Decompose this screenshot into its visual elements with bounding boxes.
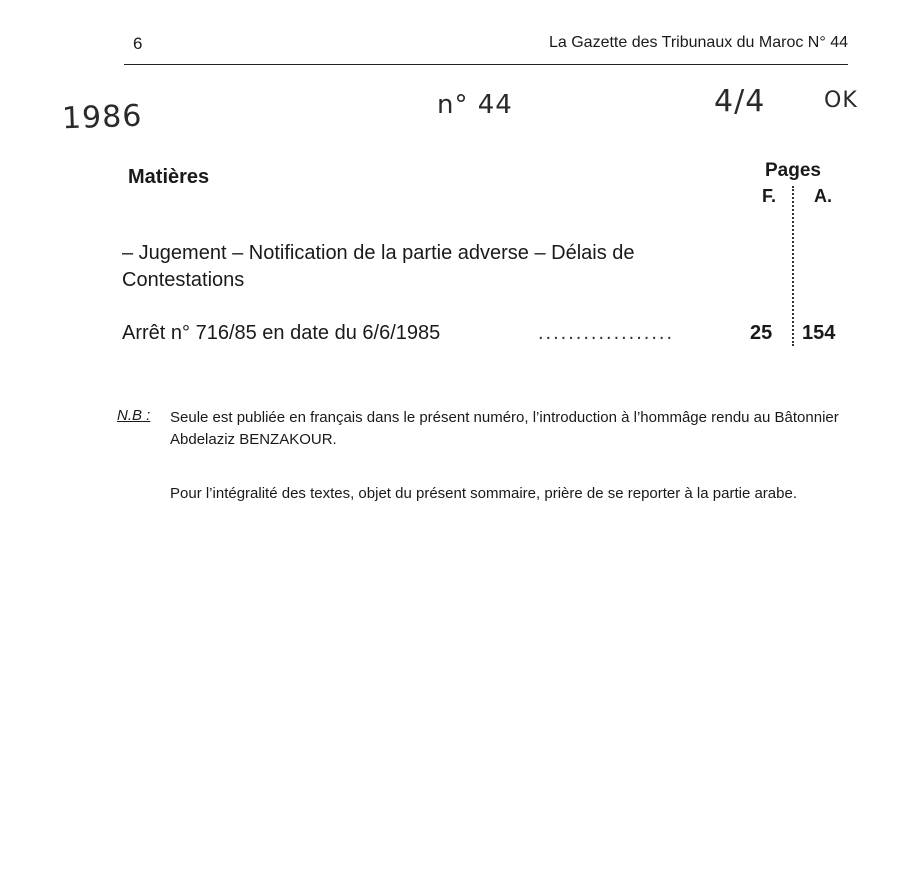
toc-leader-dots: .................. — [538, 322, 675, 344]
handwritten-page: 4/4 — [714, 84, 766, 119]
handwritten-year: 1986 — [61, 98, 143, 137]
note-paragraph-2: Pour l’intégralité des textes, objet du présent sommaire, prière de se reporter à la partie arabe. — [170, 485, 797, 502]
page-number: 6 — [133, 34, 143, 53]
column-separator — [792, 186, 794, 346]
section-title: Matières — [128, 166, 210, 188]
note-paragraph-1: Seule est publiée en français dans le présent numéro, l’introduction à l’hommâge rendu au Bâtonnier Abdelaziz BENZAKOUR. — [170, 409, 839, 448]
running-header: La Gazette des Tribunaux du Maroc N° 44 — [548, 34, 848, 51]
handwritten-ok: OK — [824, 88, 858, 113]
toc-topic: – Jugement – Notification de la partie adverse – Délais de Contestations — [122, 242, 635, 291]
column-french-label: F. — [762, 186, 777, 206]
toc-page-french: 25 — [750, 322, 773, 344]
toc-decision: Arrêt n° 716/85 en date du 6/6/1985 — [122, 322, 441, 344]
column-arabic-label: A. — [814, 186, 832, 206]
pages-label: Pages — [765, 160, 821, 181]
toc-page-arabic: 154 — [802, 322, 836, 344]
header-rule — [124, 64, 848, 65]
note-label: N.B : — [117, 407, 151, 424]
handwritten-issue: n° 44 — [437, 90, 513, 120]
